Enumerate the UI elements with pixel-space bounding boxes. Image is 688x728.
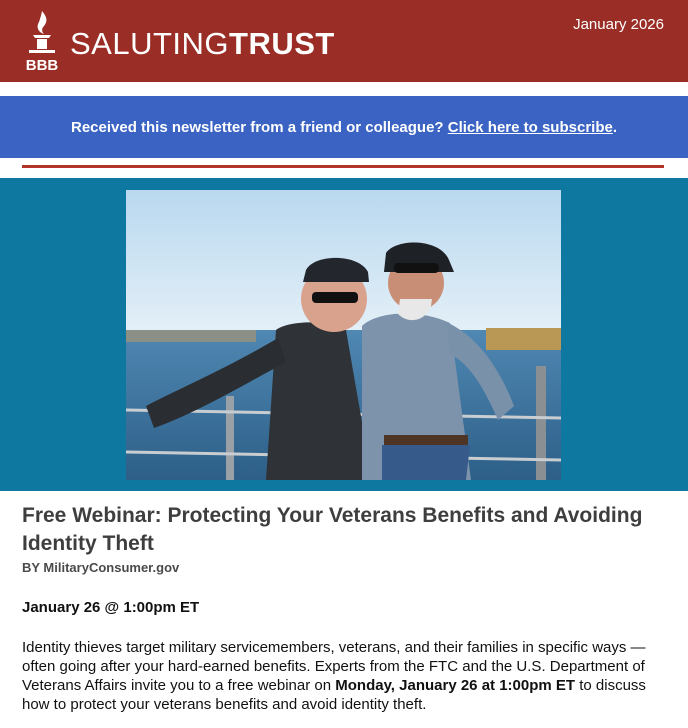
hero-image[interactable] bbox=[126, 190, 561, 480]
logo-text: BBB bbox=[25, 57, 59, 73]
subscribe-link[interactable]: Click here to subscribe bbox=[447, 118, 613, 136]
event-date: January 26 @ 1:00pm ET bbox=[22, 599, 200, 616]
body-part-1: Identity thieves target military servicemembers, veterans, and their families in specific ways — often going after your hard-earned benefits. Experts from the FTC and the U.S. Department of Veterans Affairs invite you to a free webinar on bbox=[22, 639, 646, 694]
brand-word-saluting: SALUTING bbox=[70, 26, 230, 61]
issue-date: January 2026 bbox=[573, 16, 664, 33]
subscribe-prompt: Received this newsletter from a friend or colleague? bbox=[70, 118, 444, 136]
divider bbox=[22, 165, 664, 168]
spacer bbox=[0, 82, 688, 96]
bbb-torch-logo[interactable] bbox=[20, 9, 64, 73]
brand-word-trust: TRUST bbox=[229, 26, 335, 61]
body-bold-date: Monday, January 26 at 1:00pm ET bbox=[335, 677, 576, 694]
article-body bbox=[22, 638, 657, 714]
article-title: Free Webinar: Protecting Your Veterans Benefits and Avoiding Identity Theft bbox=[22, 504, 643, 555]
body-part-2: to discuss how to protect your veterans benefits and avoid identity theft. bbox=[22, 677, 646, 713]
newsletter-header bbox=[0, 0, 688, 82]
brand-title bbox=[70, 24, 335, 64]
subscribe-banner bbox=[0, 96, 688, 158]
article bbox=[22, 502, 662, 714]
subscribe-suffix: . bbox=[612, 118, 617, 136]
article-byline: BY MilitaryConsumer.gov bbox=[22, 560, 180, 575]
